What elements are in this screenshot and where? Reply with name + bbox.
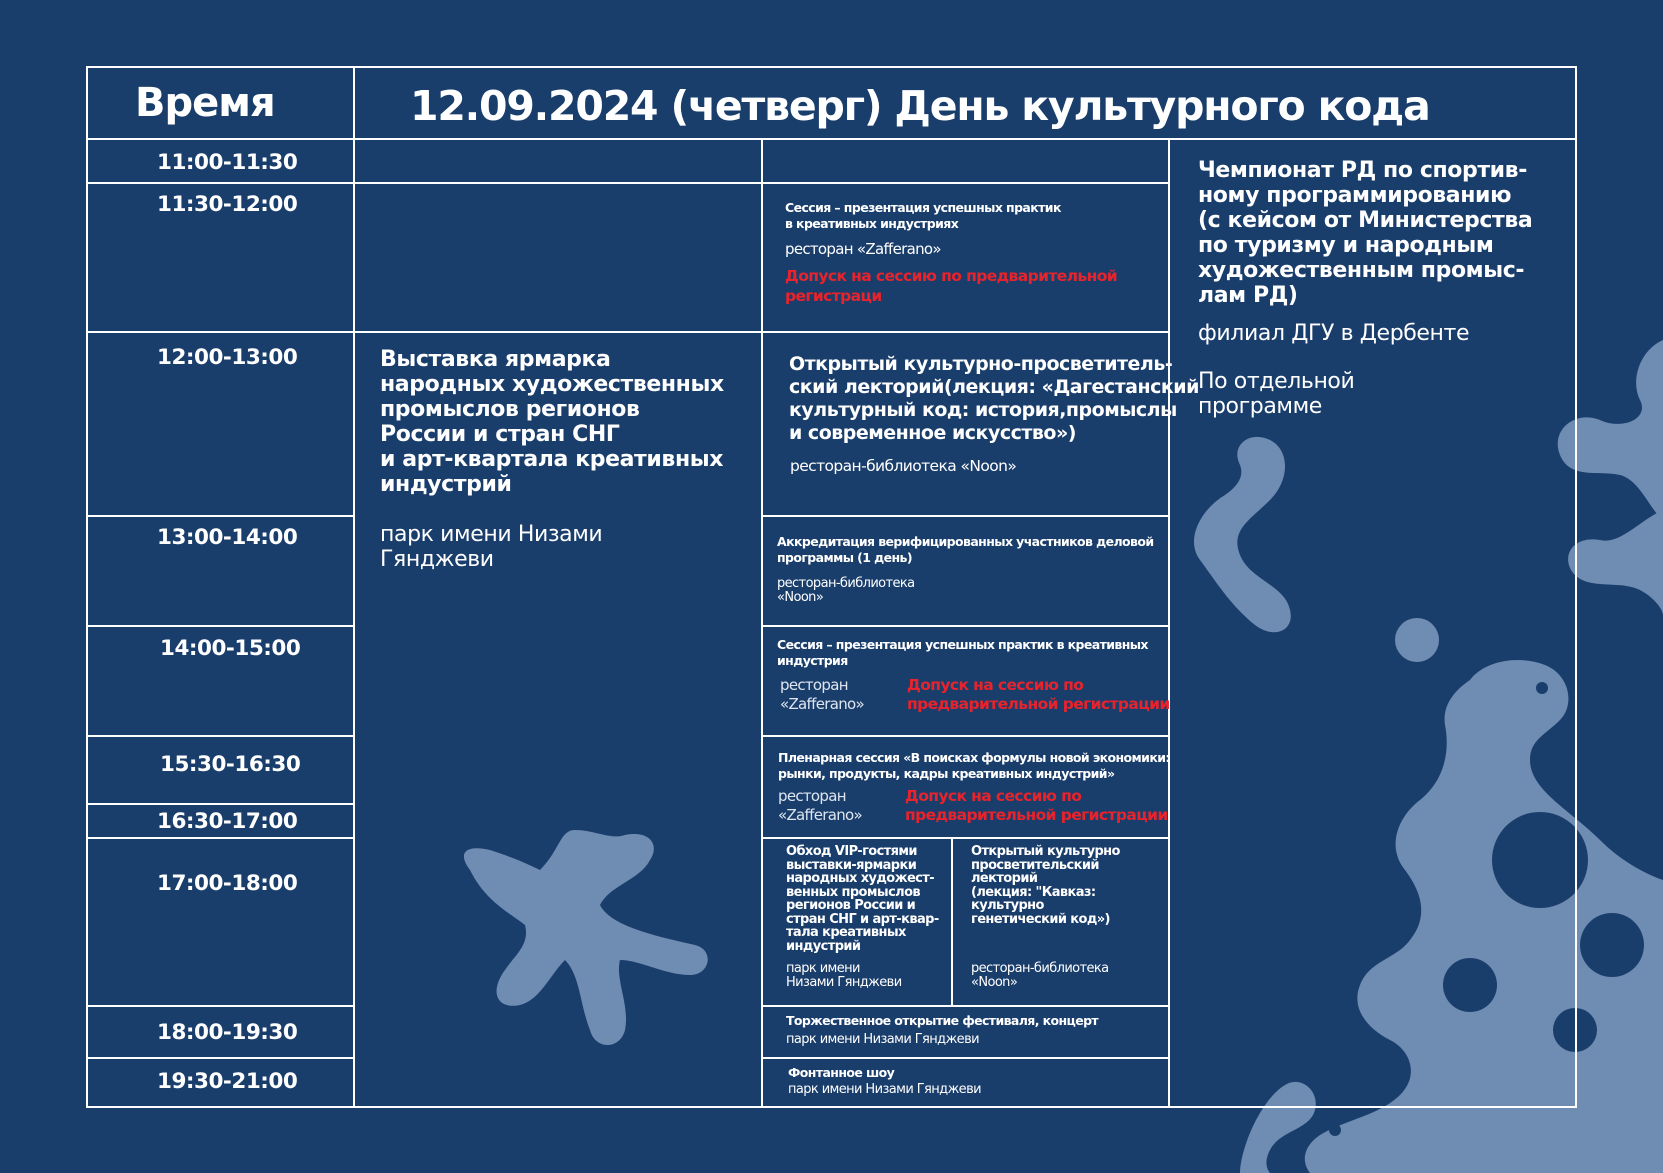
lecture1-location: ресторан-библиотека «Noon» [790,457,1017,475]
page-title: 12.09.2024 (четверг) День культурного кода [410,82,1430,130]
championship-note: По отдельной программе [1198,369,1355,419]
session2-location: ресторан «Zafferano» [780,676,864,713]
session1-title: Сессия – презентация успешных практик в креативных индустриях [785,200,1061,231]
time-slot-label: 11:30-12:00 [157,192,298,217]
accreditation-title: Аккредитация верифицированных участников деловой программы (1 день) [777,534,1154,565]
time-slot-label: 12:00-13:00 [157,345,298,370]
exhibition-location: парк имени Низами Гянджеви [380,522,603,572]
opening-title: Торжественное открытие фестиваля, концерт [786,1013,1099,1028]
opening-location: парк имени Низами Гянджеви [786,1032,979,1047]
accreditation-location: ресторан-библиотека «Noon» [777,576,915,605]
plenary-title: Пленарная сессия «В поисках формулы новой экономики: рынки, продукты, кадры креативных индустрий» [778,750,1170,781]
exhibition-title: Выставка ярмарка народных художественных промыслов регионов России и стран СНГ и арт-квартала креативных индустрий [380,347,724,497]
time-column-header: Время [135,80,275,126]
time-slot-label: 13:00-14:00 [157,525,298,550]
lecture2-location: ресторан-библиотека «Noon» [971,961,1109,990]
time-slot-label: 16:30-17:00 [157,809,298,834]
lecture1-title: Открытый культурно-просветитель- ский лекторий(лекция: «Дагестанский культурный код: история,промыслы и современное искусство») [789,353,1199,444]
time-slot-label: 11:00-11:30 [157,150,298,175]
session1-location: ресторан «Zafferano» [785,240,941,258]
time-slot-label: 18:00-19:30 [157,1020,298,1045]
time-slot-label: 17:00-18:00 [157,871,298,896]
time-slot-label: 19:30-21:00 [157,1069,298,1094]
vip-tour-title: Обход VIP-гостями выставки-ярмарки народных художест- венных промыслов регионов России и стран СНГ и арт-квар- тала креативных индустрий [786,844,939,954]
vip-tour-location: парк имени Низами Гянджеви [786,961,902,990]
championship-title: Чемпионат РД по спортив- ному программированию (с кейсом от Министерства по туризму и народным художественным промыс- лам РД) [1198,158,1533,308]
lecture2-title: Открытый культурно просветительский лекторий (лекция: "Кавказ: культурно генетический код») [971,844,1120,927]
session1-registration-note: Допуск на сессию по предварительной регистраци [785,267,1118,305]
plenary-registration-note: Допуск на сессию по предварительной регистрации [905,787,1168,824]
time-slot-label: 15:30-16:30 [160,752,301,777]
time-slot-label: 14:00-15:00 [160,636,301,661]
session2-registration-note: Допуск на сессию по предварительной регистрации [907,676,1170,713]
session2-title: Сессия – презентация успешных практик в креативных индустрия [777,637,1148,668]
plenary-location: ресторан «Zafferano» [778,787,862,824]
fountain-location: парк имени Низами Гянджеви [788,1082,981,1097]
championship-location: филиал ДГУ в Дербенте [1198,321,1470,346]
fountain-title: Фонтанное шоу [788,1065,895,1080]
